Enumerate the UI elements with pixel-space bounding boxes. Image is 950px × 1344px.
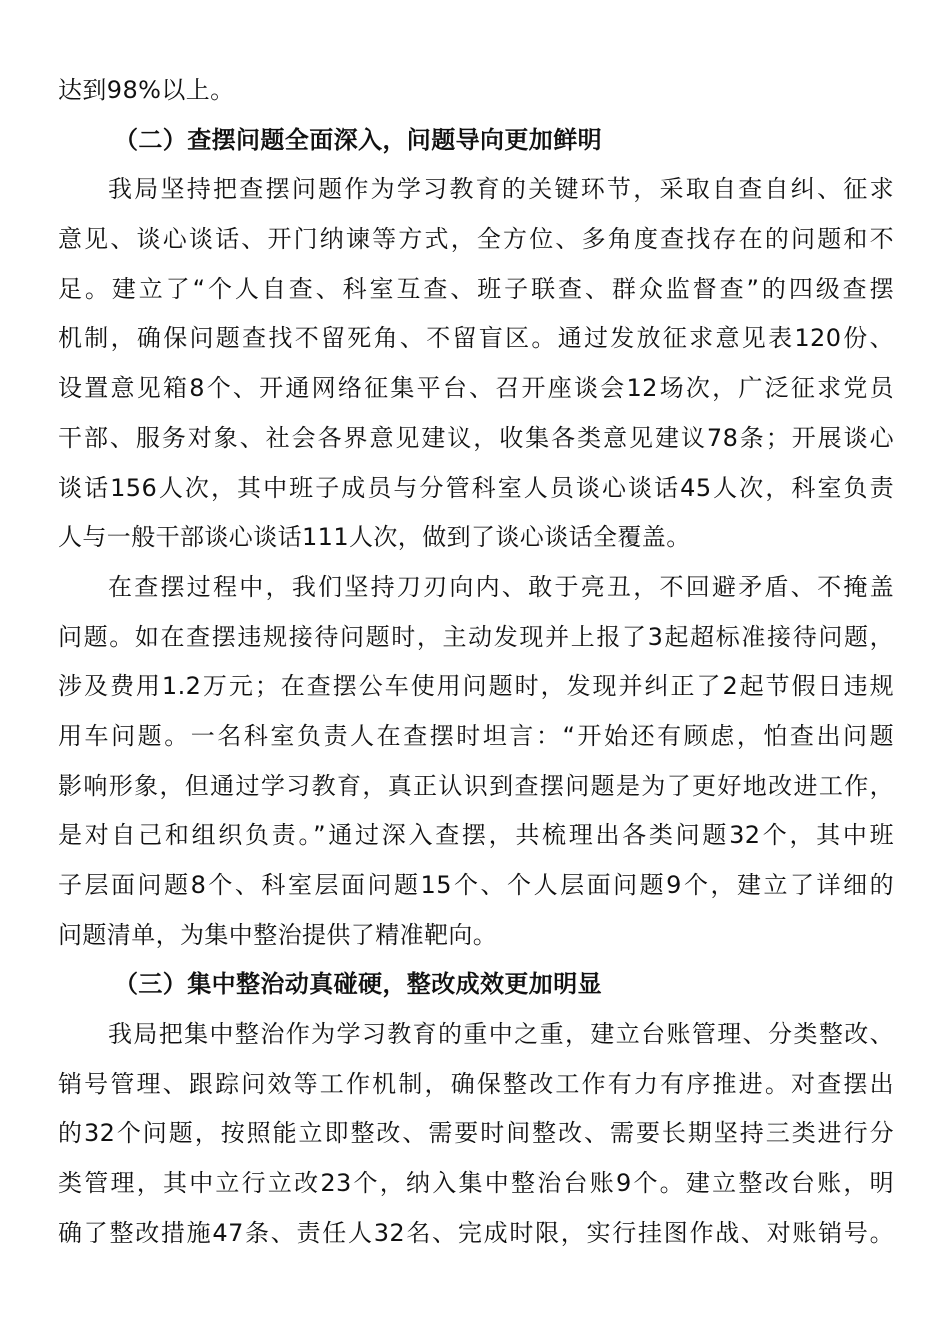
paragraph-line: 机制，确保问题查找不留死角、不留盲区。通过发放征求意见表120份、 [58,324,894,353]
paragraph-line: 的32个问题，按照能立即整改、需要时间整改、需要长期坚持三类进行分 [58,1119,894,1148]
paragraph-line: 问题。如在查摆违规接待问题时，主动发现并上报了3起超标准接待问题， [58,622,894,651]
paragraph-line: 足。建立了“个人自查、科室互查、班子联查、群众监督查”的四级查摆 [58,274,894,303]
paragraph-line: 意见、谈心谈话、开门纳谏等方式，全方位、多角度查找存在的问题和不 [58,225,894,254]
paragraph-line: 设置意见箱8个、开通网络征集平台、召开座谈会12场次，广泛征求党员 [58,374,894,403]
paragraph-line: 用车问题。一名科室负责人在查摆时坦言：“开始还有顾虑，怕查出问题 [58,721,894,750]
paragraph-line: 销号管理、跟踪问效等工作机制，确保整改工作有力有序推进。对查摆出 [58,1069,894,1098]
paragraph-line: 达到98%以上。 [58,76,235,104]
paragraph-line: 是对自己和组织负责。”通过深入查摆，共梳理出各类问题32个，其中班 [58,821,894,850]
paragraph-line: 干部、服务对象、社会各界意见建议，收集各类意见建议78条；开展谈心 [58,423,894,452]
paragraph-line: 子层面问题8个、科室层面问题15个、个人层面问题9个，建立了详细的 [58,871,894,899]
paragraph-line: 我局坚持把查摆问题作为学习教育的关键环节，采取自查自纠、征求 [108,175,894,204]
paragraph-line: 在查摆过程中，我们坚持刀刃向内、敢于亮丑，不回避矛盾、不掩盖 [108,572,894,601]
paragraph-line: 影响形象，但通过学习教育，真正认识到查摆问题是为了更好地改进工作， [58,771,894,800]
paragraph-line: 谈话156人次，其中班子成员与分管科室人员谈心谈话45人次，科室负责 [58,473,894,502]
section-heading-3: （三）集中整治动真碰硬，整改成效更加明显 [114,970,602,999]
document-body [58,66,894,1259]
paragraph-line: 涉及费用1.2万元；在查摆公车使用问题时，发现并纠正了2起节假日违规 [58,672,894,701]
paragraph-line: 确了整改措施47条、责任人32名、完成时限，实行挂图作战、对账销号。 [58,1218,894,1247]
paragraph-line: 人与一般干部谈心谈话111人次，做到了谈心谈话全覆盖。 [58,523,691,552]
section-heading-2: （二）查摆问题全面深入，问题导向更加鲜明 [114,125,602,154]
paragraph-line: 类管理，其中立行立改23个，纳入集中整治台账9个。建立整改台账，明 [58,1169,894,1198]
paragraph-line: 问题清单，为集中整治提供了精准靶向。 [58,920,498,949]
paragraph-line: 我局把集中整治作为学习教育的重中之重，建立台账管理、分类整改、 [108,1020,894,1049]
